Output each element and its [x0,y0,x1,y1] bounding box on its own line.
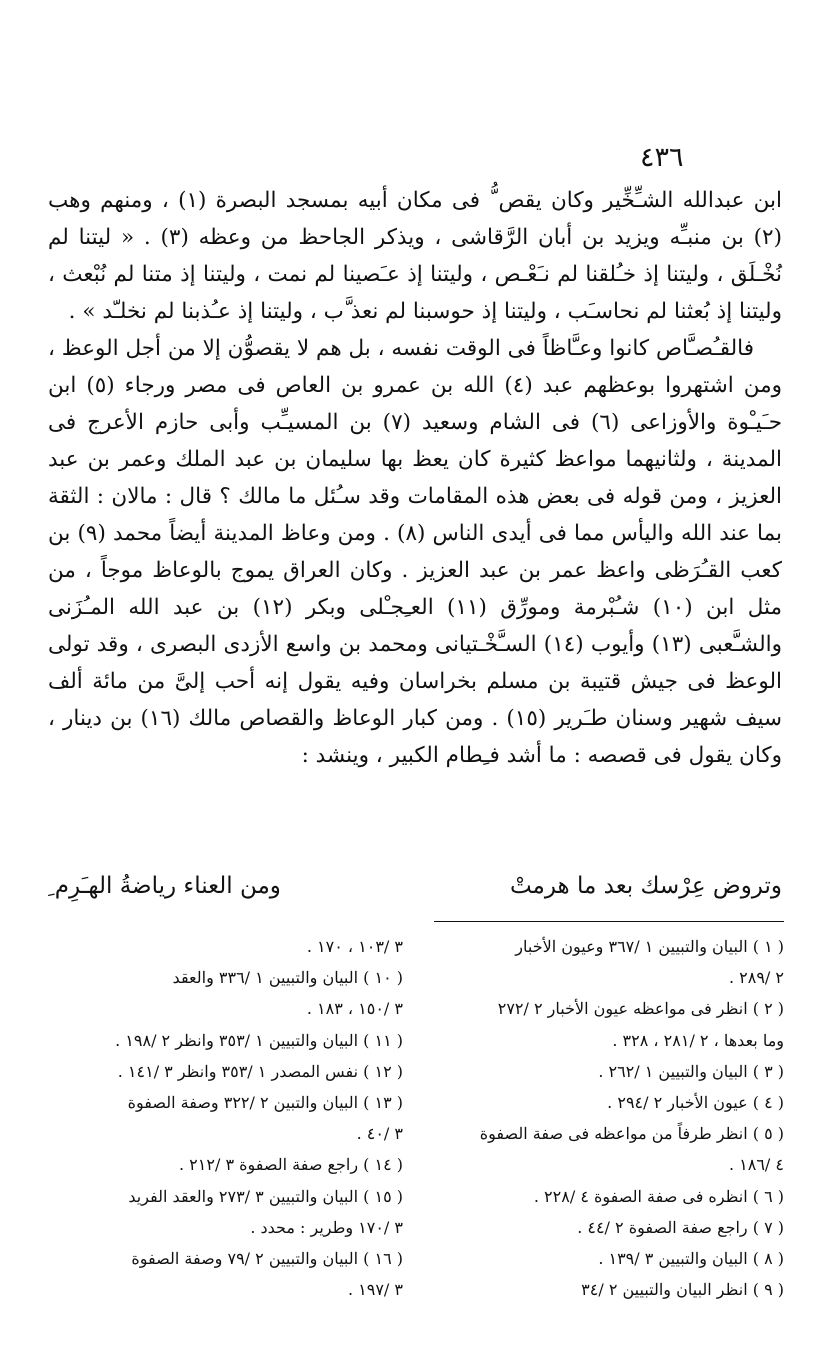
footnote-line: ( ١٤ ) راجع صفة الصفوة ٣ /٢١٢ . [179,1155,403,1175]
footnote-line: ( ٤ ) عيون الأخبار ٢ /٢٩٤ . [607,1092,784,1112]
page-number: ٤٣٦ [640,142,684,173]
footnote-separator [434,921,784,922]
footnote-line: ٣ /١٩٧ . [347,1280,403,1300]
footnote-line: ( ١٥ ) البيان والتبيين ٣ /٢٧٣ والعقد الفريد [128,1186,403,1206]
paragraph: ابن عبدالله الشـِّخِّير وكان يقص ُّ فى مكان أبيه بمسجد البصرة (١) ، ومنهم وهب (٢) بن منبـِّه ويزيد بن أبان الرَّقاشى ، ويذكر الجاحظ من وعظه (٣) . « ليتنا لم نُخْـلَق ، وليتنا إذ خـُلقنا لم نـَعْـص ، وليتنا إذ عـَصينا لم نمت ، وليتنا إذ متنا لم نُبْعث ، وليتنا إذ بُعثنا لم نحاسـَب ، وليتنا إذ حوسبنا لم نعذ َّب ، وليتنا إذ عـُذبنا لم نخلـّد » . [48,188,782,324]
footnote-line: ( ١٣ ) البيان والتبين ٢ /٣٢٢ وصفة الصفوة [127,1092,403,1112]
footnote-line: ( ٩ ) انظر البيان والتبيين ٢ /٣٤ [581,1280,784,1300]
footnotes-left-column [48,931,403,1305]
footnote-line: ( ١١ ) البيان والتبيين ١ /٣٥٣ وانظر ٢ /١٩٨ . [115,1030,403,1050]
footnote-line: ٣ /١٥٠ ، ١٨٣ . [306,999,403,1019]
footnote-line: ٤ /١٨٦ . [728,1155,784,1175]
footnote-line: ٢ /٢٨٩ . [728,968,784,988]
footnote-line: ( ٥ ) انظر طرفاً من مواعظه فى صفة الصفوة [479,1124,784,1144]
main-text [48,182,782,774]
footnote-line: ٣ /٤٠ . [356,1124,403,1144]
footnote-line: وما بعدها ، ٢ /٢٨١ ، ٣٢٨ . [612,1030,784,1050]
paragraph: فالقـُصـَّاص كانوا وعـَّاظاً فى الوقت نفسه ، بل هم لا يقصوُّن إلا من أجل الوعظ ، ومن اشتهروا بوعظهم عبد (٤) الله بن عمرو بن العاص فى مصر ورجاء (٥) ابن حـَيـْوة والأوزاعى (٦) فى الشام وسعيد (٧) بن المسيـِّب وأبى حازم الأعرج فى المدينة ، ولثانيهما مواعظ كثيرة كان يعظ بها سليمان بن عبد الملك وعمر بن عبد العزيز ، ومن قوله فى بعض هذه المقامات وقد سـُئل ما مالك ؟ قال : مالان : الثقة بما عند الله واليأس مما فى أيدى الناس (٨) . ومن وعاظ المدينة أيضاً محمد (٩) بن كعب القـُرَظى واعظ عمر بن عبد العزيز . وكان العراق يموج بالوعاظ موجاً ، من مثل ابن (١٠) شـُبْرمة ومورِّق (١١) العـِجـْلى وبكر (١٢) بن عبد الله المـُزَنى والشـَّعبى (١٣) وأيوب (١٤) السـَّخْـتيانى ومحمد بن واسع الأزدى البصرى ، وقد تولى الوعظ فى جيش قتيبة بن مسلم بخراسان وفيه يقول إنه أحب إلىَّ من مائة ألف سيف شهير وسنان طـَرير (١٥) . ومن كبار الوعاظ والقصاص مالك (١٦) بن دينار ، وكان يقول فى قصصه : ما أشد فـِطام الكبير ، وينشد : [48,336,783,768]
footnote-line: ( ١ ) البيان والتبيين ١ /٣٦٧ وعيون الأخبار [515,937,784,956]
verse-first-hemistich: وتروض عِرْسك بعد ما هرمتْ [509,873,782,899]
verse-second-hemistich: ومن العناء رياضةُ الهـَرِم ِ [48,873,281,899]
footnote-line: ( ٣ ) البيان والتبيين ١ /٢٦٢ . [598,1061,784,1081]
footnote-line: ٣ /١٠٣ ، ١٧٠ . [306,937,403,956]
footnote-line: ٣ /١٧٠ وطرير : محدد . [250,1217,403,1237]
footnote-line: ( ١٠ ) البيان والتبيين ١ /٣٣٦ والعقد [172,968,403,988]
footnote-line: ( ١٦ ) البيان والتبيين ٢ /٧٩ وصفة الصفوة [131,1248,403,1268]
footnote-line: ( ٢ ) انظر فى مواعظه عيون الأخبار ٢ /٢٧٢ [497,999,784,1019]
footnote-line: ( ٦ ) انظره فى صفة الصفوة ٤ /٢٢٨ . [533,1186,784,1206]
footnote-line: ( ٧ ) راجع صفة الصفوة ٢ /٤٤ . [577,1217,784,1237]
poetry-verse [48,873,782,921]
footnotes-right-column [429,931,784,1305]
footnote-line: ( ١٢ ) نفس المصدر ١ /٣٥٣ وانظر ٣ /١٤١ . [117,1061,403,1081]
footnote-line: ( ٨ ) البيان والتبيين ٣ /١٣٩ . [598,1248,784,1268]
